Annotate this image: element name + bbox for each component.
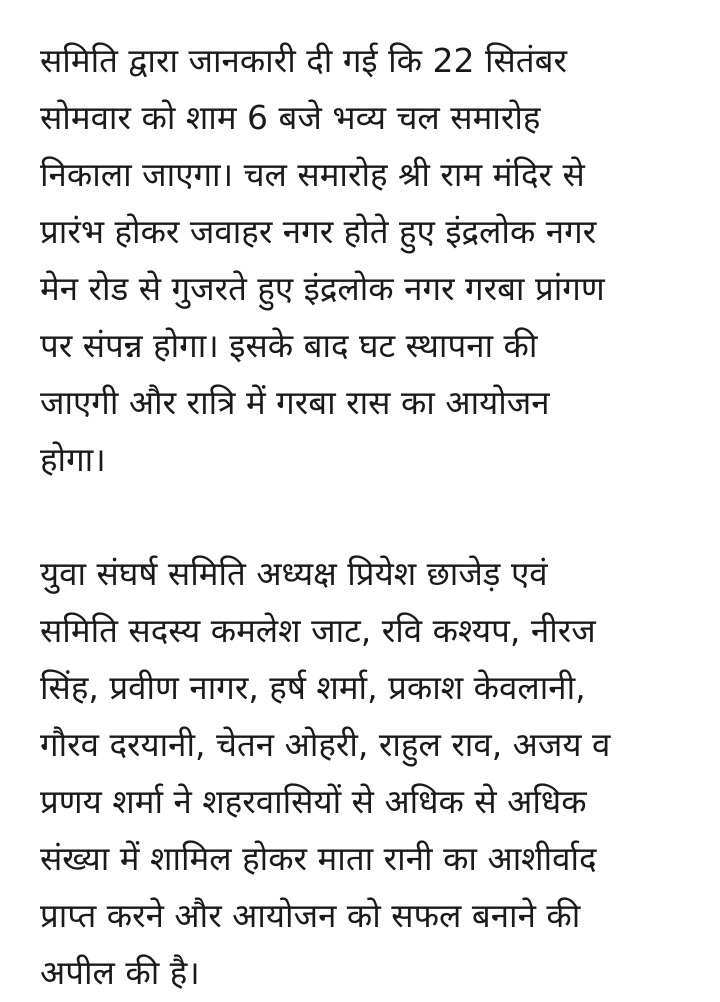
text-line: गौरव दरयानी, चेतन ओहरी, राहुल राव, अजय व xyxy=(40,725,611,764)
text-line: प्राप्त करने और आयोजन को सफल बनाने की xyxy=(40,896,581,935)
text-line: प्रारंभ होकर जवाहर नगर होते हुए इंद्रलोक नगर xyxy=(40,212,597,251)
article-body xyxy=(40,32,690,1001)
text-line: अपील की है। xyxy=(40,953,200,992)
paragraph-procession xyxy=(40,32,690,488)
text-line: मेन रोड से गुजरते हुए इंद्रलोक नगर गरबा प्रांगण xyxy=(40,269,605,308)
text-line: समिति द्वारा जानकारी दी गई कि 22 सितंबर xyxy=(40,41,567,80)
text-line: होगा। xyxy=(40,440,106,479)
paragraph-appeal xyxy=(40,545,690,1001)
text-line: सिंह, प्रवीण नागर, हर्ष शर्मा, प्रकाश केवलानी, xyxy=(40,668,586,707)
text-line: जाएगी और रात्रि में गरबा रास का आयोजन xyxy=(40,383,550,422)
text-line: युवा संघर्ष समिति अध्यक्ष प्रियेश छाजेड़ एवं xyxy=(40,554,548,593)
text-line: निकाला जाएगा। चल समारोह श्री राम मंदिर से xyxy=(40,155,585,194)
text-line: पर संपन्न होगा। इसके बाद घट स्थापना की xyxy=(40,326,538,365)
text-line: सोमवार को शाम 6 बजे भव्य चल समारोह xyxy=(40,98,541,137)
text-line: संख्या में शामिल होकर माता रानी का आशीर्वाद xyxy=(40,839,597,878)
text-line: समिति सदस्य कमलेश जाट, रवि कश्यप, नीरज xyxy=(40,611,596,650)
text-line: प्रणय शर्मा ने शहरवासियों से अधिक से अधिक xyxy=(40,782,587,821)
